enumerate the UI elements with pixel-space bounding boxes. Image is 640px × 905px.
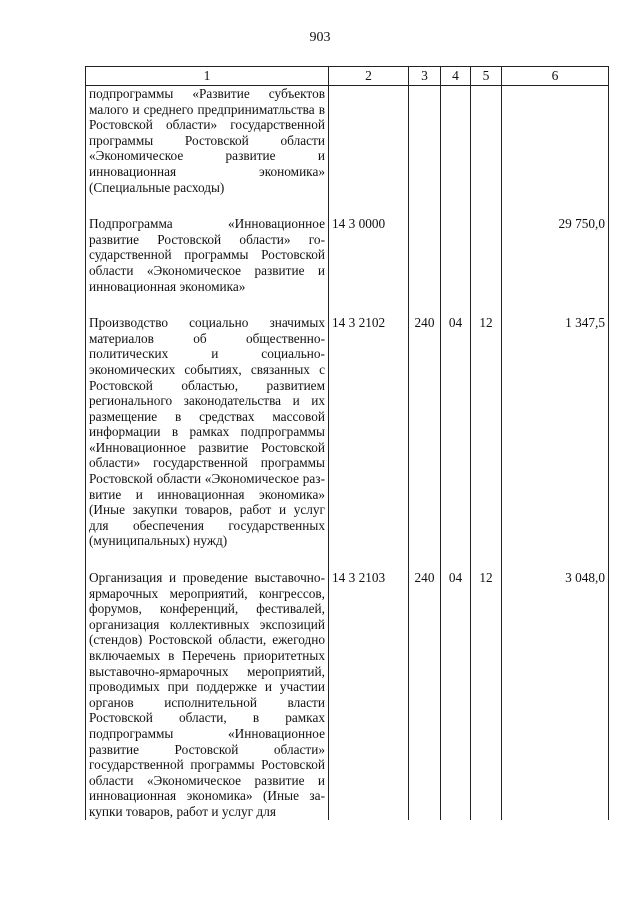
row-subsection: 12 [471,559,502,820]
table-header-row [86,67,609,86]
row-target-code: 14 3 2103 [329,559,409,820]
header-col-2: 2 [329,67,409,86]
row-expense-type: 240 [409,304,441,559]
budget-table [85,66,609,820]
row-name: Производство социально значимых материалов об общественно-политических и социально-экономических событиях, связанных с Ростовской областью, развитием регионального законодательства и их размещение в средствах массовой информации в рамках подпрограммы «Инновационное развитие Ростовской области» государственной программы Ростовской области «Экономическое развитие и инновационная экономика» (Иные закупки товаров, работ и услуг для обеспечения государственных (муниципальных) нужд) [86,304,329,559]
row-target-code [329,86,409,206]
header-col-4: 4 [441,67,471,86]
row-target-code: 14 3 0000 [329,205,409,304]
row-amount: 1 347,5 [502,304,609,559]
row-section: 04 [441,559,471,820]
header-col-1: 1 [86,67,329,86]
row-subsection [471,86,502,206]
row-name: подпрограммы «Развитие субъектов малого и среднего предприниматльства в Ростовской области» государственной программы Ростовской области «Экономическое развитие и инновационная экономика» (Специальные расходы) [86,86,329,206]
row-section: 04 [441,304,471,559]
page-number: 903 [309,30,331,45]
row-name: Подпрограмма «Инновационное развитие Ростовской области» государственной программы Ростовской области «Экономическое развитие и инновационная экономика» [86,205,329,304]
table-row [86,205,609,304]
table-row [86,304,609,559]
header-col-3: 3 [409,67,441,86]
row-expense-type [409,86,441,206]
row-section [441,205,471,304]
header-col-6: 6 [502,67,609,86]
header-col-5: 5 [471,67,502,86]
table-row [86,86,609,206]
row-subsection [471,205,502,304]
table-row [86,559,609,820]
row-amount [502,86,609,206]
row-target-code: 14 3 2102 [329,304,409,559]
row-name: Организация и проведение выставочно-ярмарочных мероприятий, конгрессов, форумов, конференций, фестивалей, организация коллективных экспозиций (стендов) Ростовской области, ежегодно включаемых в Перечень приоритетных выставочно-ярмарочных мероприятий, проводимых при поддержке и участии органов исполнительной власти Ростовской области, в рамках подпрограммы «Инновационное развитие Ростовской области» государственной программы Ростовской области «Экономическое развитие и инновационная экономика» (Иные закупки товаров, работ и услуг для [86,559,329,820]
row-section [441,86,471,206]
row-amount: 29 750,0 [502,205,609,304]
row-subsection: 12 [471,304,502,559]
row-amount: 3 048,0 [502,559,609,820]
row-expense-type [409,205,441,304]
row-expense-type: 240 [409,559,441,820]
